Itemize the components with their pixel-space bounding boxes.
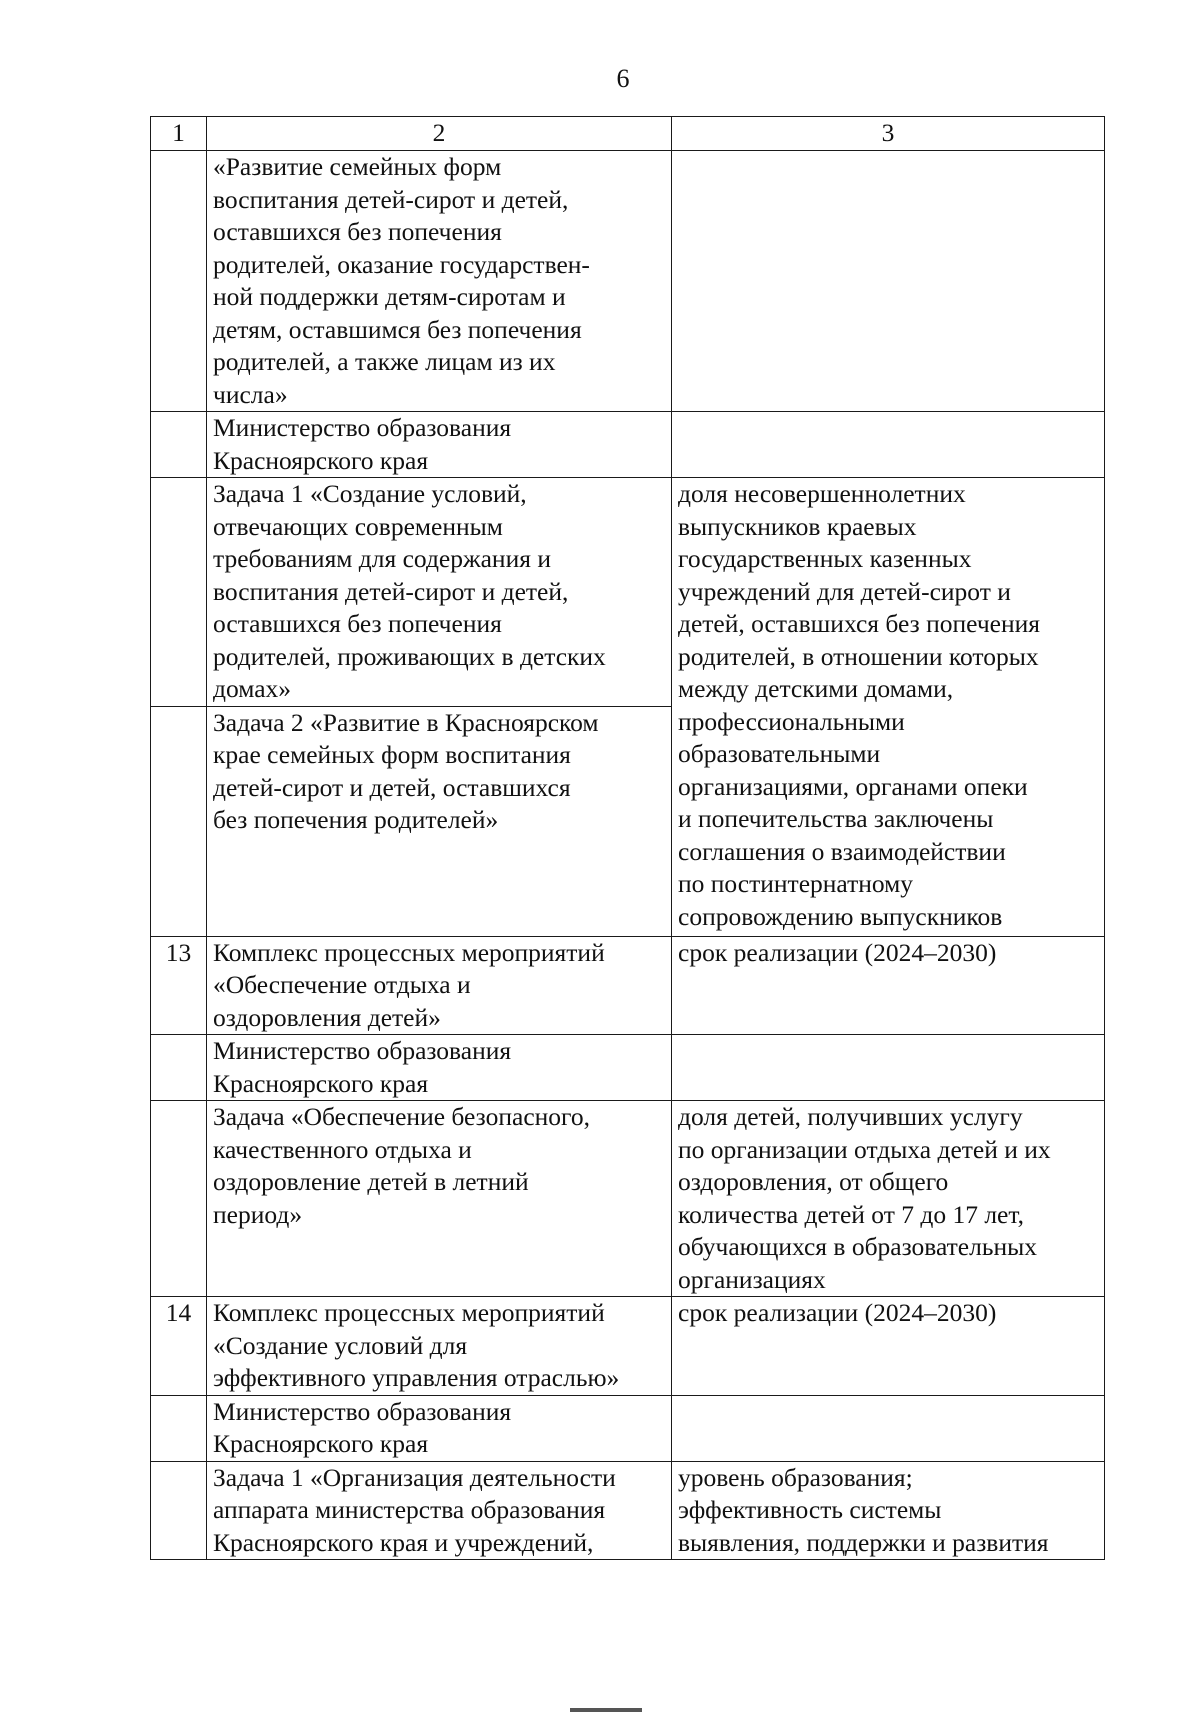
row-responsible: Министерство образования Красноярского края bbox=[207, 412, 672, 478]
document-table bbox=[150, 116, 1105, 1560]
row-indicator bbox=[672, 412, 1105, 478]
row-indicator bbox=[672, 1035, 1105, 1101]
row-indicator bbox=[672, 1395, 1105, 1461]
row-number bbox=[151, 478, 207, 707]
row-task: Задача «Обеспечение безопасного, качественного отдыха и оздоровление детей в летний период» bbox=[207, 1101, 672, 1297]
row-indicator: доля несовершеннолетних выпускников краевых государственных казенных учреждений для детей-сирот и детей, оставшихся без попечения родителей, в отношении которых между детскими домами, профессиональными образовательными организациями, органами опеки и попечительства заключены соглашения о взаимодействии по постинтернатному сопровождению выпускников bbox=[672, 478, 1105, 937]
table-row bbox=[151, 936, 1105, 1035]
table-row bbox=[151, 1035, 1105, 1101]
bottom-scan-mark bbox=[570, 1708, 642, 1712]
row-indicator: срок реализации (2024–2030) bbox=[672, 1297, 1105, 1396]
table-row bbox=[151, 1297, 1105, 1396]
row-task: Задача 1 «Организация деятельности аппарата министерства образования Красноярского края и учреждений, bbox=[207, 1461, 672, 1560]
row-responsible: Министерство образования Красноярского края bbox=[207, 1395, 672, 1461]
row-number: 13 bbox=[151, 936, 207, 1035]
row-number bbox=[151, 1395, 207, 1461]
table-row bbox=[151, 478, 1105, 707]
row-indicator: уровень образования; эффективность системы выявления, поддержки и развития bbox=[672, 1461, 1105, 1560]
table-row bbox=[151, 412, 1105, 478]
row-number bbox=[151, 1035, 207, 1101]
row-title: Комплекс процессных мероприятий «Обеспечение отдыха и оздоровления детей» bbox=[207, 936, 672, 1035]
table-row bbox=[151, 151, 1105, 412]
row-title: «Развитие семейных форм воспитания детей-сирот и детей, оставшихся без попечения родителей, оказание государствен- ной поддержки детям-сиротам и детям, оставшимся без попечения родителей, а также лицам из их числа» bbox=[207, 151, 672, 412]
row-title: Комплекс процессных мероприятий «Создание условий для эффективного управления отраслью» bbox=[207, 1297, 672, 1396]
row-number bbox=[151, 706, 207, 936]
row-number bbox=[151, 1101, 207, 1297]
table-row bbox=[151, 1461, 1105, 1560]
row-indicator: доля детей, получивших услугу по организации отдыха детей и их оздоровления, от общего количества детей от 7 до 17 лет, обучающихся в образовательных организациях bbox=[672, 1101, 1105, 1297]
table-row bbox=[151, 1395, 1105, 1461]
row-number bbox=[151, 1461, 207, 1560]
row-task: Задача 1 «Создание условий, отвечающих современным требованиям для содержания и воспитания детей-сирот и детей, оставшихся без попечения родителей, проживающих в детских домах» bbox=[207, 478, 672, 707]
row-indicator: срок реализации (2024–2030) bbox=[672, 936, 1105, 1035]
header-col-1: 1 bbox=[151, 117, 207, 151]
table-row bbox=[151, 1101, 1105, 1297]
row-number: 14 bbox=[151, 1297, 207, 1396]
row-number bbox=[151, 412, 207, 478]
row-task: Задача 2 «Развитие в Красноярском крае семейных форм воспитания детей-сирот и детей, оставшихся без попечения родителей» bbox=[207, 706, 672, 936]
header-col-3: 3 bbox=[672, 117, 1105, 151]
row-responsible: Министерство образования Красноярского края bbox=[207, 1035, 672, 1101]
row-number bbox=[151, 151, 207, 412]
row-indicator bbox=[672, 151, 1105, 412]
page-number: 6 bbox=[616, 64, 630, 93]
header-col-2: 2 bbox=[207, 117, 672, 151]
table-header-row bbox=[151, 117, 1105, 151]
